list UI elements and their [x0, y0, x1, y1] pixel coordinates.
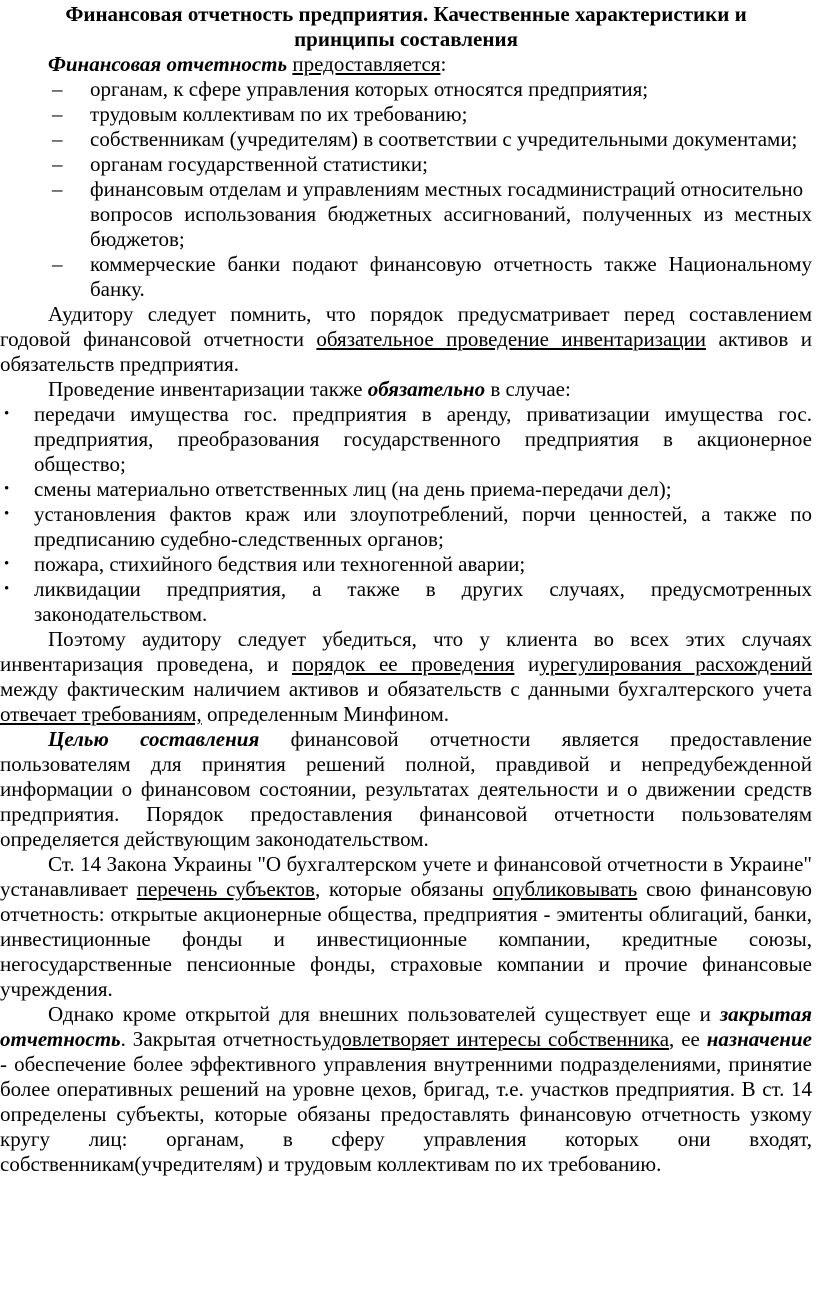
therefore-underlined-1: порядок ее проведения [292, 652, 515, 676]
list-item [0, 477, 812, 502]
dash-marker: – [52, 127, 63, 151]
closed-reporting-paragraph [0, 1002, 812, 1177]
law-text-3: свою финансовую отчетность: открытые акционерные общества, предприятия - эмитенты облигаций, банки, инвестиционные фонды и инвестиционные компании, кредитные союзы, негосударственные пенсионные фонды, страховые компании и прочие финансовые учреждения. [0, 877, 812, 1001]
closed-text-4: - обеспечение более эффективного управления внутренними подразделениями, принятие более оперативных решений на уровне цехов, бригад, т.е. участков предприятия. В ст. 14 определены субъекты, которые обязаны предоставлять финансовую отчетность узкому кругу лиц: органам, в сферу управления которых они входят, собственникам(учредителям) и трудовым коллективам по их требованию. [0, 1052, 812, 1176]
list-item [0, 127, 812, 152]
closed-emphasis-1: закрытая отчетность [0, 1002, 812, 1051]
list-item-text: органам государственной статистики; [90, 152, 428, 176]
recipients-list [0, 77, 812, 202]
list-item-text: передачи имущества гос. предприятия в аренду, приватизации имущества гос. предприятия, преобразования государственного предприятия в акционерное общество; [34, 402, 812, 476]
intro-term: Финансовая отчетность [48, 52, 288, 76]
bullet-marker: • [4, 481, 10, 497]
bullet-marker: • [4, 556, 10, 572]
therefore-paragraph [0, 627, 812, 727]
list-item-continuation: вопросов использования бюджетных ассигнований, полученных из местных бюджетов; [90, 202, 812, 251]
bullet-marker: • [4, 506, 10, 522]
therefore-text-2: и [514, 652, 540, 676]
list-item [0, 77, 812, 102]
list-item [0, 152, 812, 177]
law-paragraph [0, 852, 812, 1002]
list-item-text: установления фактов краж или злоупотреблений, порчи ценностей, а также по предписанию судебно-следственных органов; [34, 502, 812, 551]
bullet-marker: • [4, 406, 10, 422]
auditor-text-1: Аудитору следует помнить, что порядок предусматривает перед составлением годовой финансовой отчетности [0, 302, 812, 351]
list-item-text: смены материально ответственных лиц (на день приема-передачи дел); [34, 477, 672, 501]
therefore-underlined-2: урегулирования расхождений [539, 652, 812, 676]
list-item [0, 577, 812, 627]
cases-list [0, 402, 812, 627]
intro-paragraph [0, 52, 812, 77]
dash-marker: – [52, 152, 63, 176]
list-item [0, 102, 812, 127]
list-item-text: финансовым отделам и управлениям местных госадминистраций относительно [90, 177, 804, 201]
goal-emphasis: Целью составления [48, 727, 260, 751]
inventory-text-2: в случае: [485, 377, 571, 401]
therefore-underlined-3: отвечает требованиям, [0, 702, 202, 726]
intro-colon: : [440, 52, 447, 76]
closed-text-2: . Закрытая отчетность [120, 1027, 322, 1051]
goal-text: финансовой отчетности является предоставление пользователям для принятия решений полной, правдивой и непредубежденной информации о финансовом состоянии, результатах деятельности и о движении средств предприятия. Порядок предоставления финансовой отчетности пользователям определяется действующим законодательством. [0, 727, 812, 851]
law-underlined-1: перечень субъектов [136, 877, 315, 901]
goal-paragraph [0, 727, 812, 852]
law-underlined-2: опубликовывать [492, 877, 638, 901]
list-item-text: органам, к сфере управления которых относятся предприятия; [90, 77, 649, 101]
list-item-text: собственникам (учредителям) в соответствии с учредительными документами; [90, 127, 798, 151]
therefore-text-4: определенным Минфином. [201, 702, 450, 726]
law-text-1: Ст. 14 Закона Украины "О бухгалтерском учете и финансовой отчетности в Украине" устанавливает [0, 852, 812, 901]
list-item-text: трудовым коллективам по их требованию; [90, 102, 468, 126]
inventory-emphasis: обязательно [367, 377, 486, 401]
inventory-paragraph [0, 377, 812, 402]
therefore-text-1: Поэтому аудитору следует убедиться, что у клиента во всех этих случаях инвентаризация проведена, и [0, 627, 812, 676]
list-item-text: ликвидации предприятия, а также в других случаях, предусмотренных законодательством. [34, 577, 812, 626]
closed-emphasis-2: назначение [706, 1027, 812, 1051]
list-item [0, 552, 812, 577]
bullet-marker: • [4, 581, 10, 597]
closed-text-3: , ее [669, 1027, 707, 1051]
dash-marker: – [52, 77, 63, 101]
dash-marker: – [52, 102, 63, 126]
auditor-paragraph [0, 302, 812, 377]
recipients-list-tail [0, 252, 812, 302]
dash-marker: – [52, 177, 63, 201]
list-item-text: пожара, стихийного бедствия или техногенной аварии; [34, 552, 526, 576]
inventory-text-1: Проведение инвентаризации также [48, 377, 368, 401]
list-item-text: коммерческие банки подают финансовую отчетность также Национальному банку. [90, 252, 812, 301]
therefore-text-3: между фактическим наличием активов и обязательств с данными бухгалтерского учета [0, 677, 812, 701]
closed-text-1: Однако кроме открытой для внешних пользователей существует еще и [48, 1002, 720, 1026]
closed-underlined-1: удовлетворяет интересы собственника [321, 1027, 670, 1051]
list-item [0, 402, 812, 477]
intro-verb: предоставляется [292, 52, 441, 76]
auditor-underlined: обязательное проведение инвентаризации [316, 327, 707, 351]
list-item [0, 177, 812, 202]
law-text-2: , которые обязаны [314, 877, 493, 901]
list-item [0, 502, 812, 552]
document-title: Финансовая отчетность предприятия. Качественные характеристики и принципы составления [65, 2, 747, 51]
list-item [0, 252, 812, 302]
dash-marker: – [52, 252, 63, 276]
auditor-text-2: активов и обязательств предприятия. [0, 327, 812, 376]
